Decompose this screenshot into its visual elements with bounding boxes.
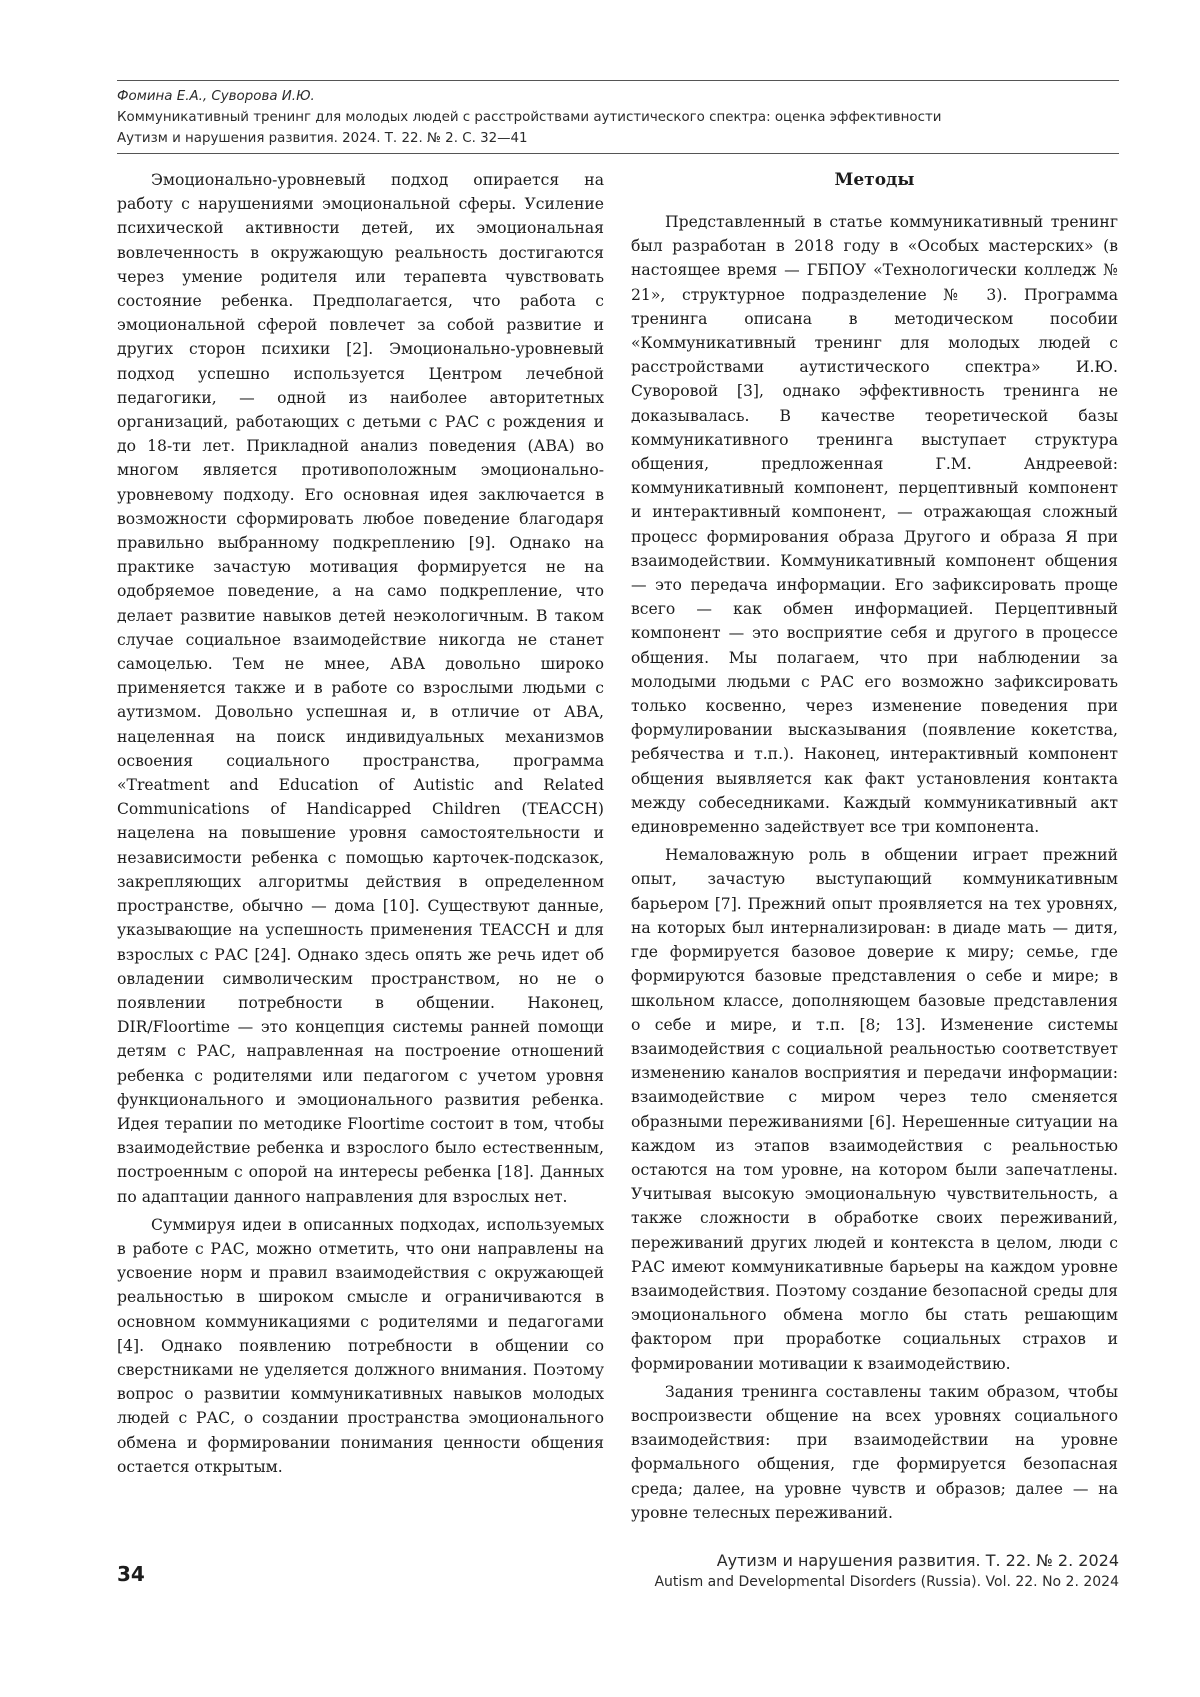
running-head xyxy=(117,86,1119,149)
header-article-title: Коммуникативный тренинг для молодых людей с расстройствами аутистического спектра: оценка эффективности xyxy=(117,110,942,125)
left-paragraph-1: Эмоционально-уровневый подход опирается на работу с нарушениями эмоциональной сферы. Усиление психической активности детей, их эмоциональная вовлеченность в окружающую реальность достигаются через умение родителя или терапевта чувствовать состояние ребенка. Предполагается, что работа с эмоциональной сферой повлечет за собой развитие и других сторон психики [2]. Эмоционально-уровневый подход успешно используется Центром лечебной педагогики, — одной из наиболее авторитетных организаций, работающих с детьми с РАС с рождения и до 18-ти лет. Прикладной анализ поведения (АВА) во многом является противоположным эмоционально-уровневому подходу. Его основная идея заключается в возможности сформировать любое поведение благодаря правильно выбранному подкреплению [9]. Однако на практике зачастую мотивация формируется не на одобряемое поведение, а на само подкрепление, что делает развитие навыков детей неэкологичным. В таком случае социальное взаимодействие никогда не станет самоцелью. Тем не мнее, АВА довольно широко применяется также и в работе со взрослыми людьми с аутизмом. Довольно успешная и, в отличие от АВА, нацеленная на поиск индивидуальных механизмов освоения социального пространства, программа «Treatment and Education of Autistic and Related Communications of Handicapped Children (TEACCH) нацелена на повышение уровня самостоятельности и независимости ребенка с помощью карточек-подсказок, закрепляющих алгоритмы действия в определенном пространстве, обычно — дома [10]. Существуют данные, указывающие на успешность применения TEACCH и для взрослых с РАС [24]. Однако здесь опять же речь идет об овладении символическим пространством, но не о появлении потребности в общении. Наконец, DIR/Floortime — это концепция системы ранней помощи детям с РАС, направленная на построение отношений ребенка с родителями или педагогом с учетом уровня функционального и эмоционального развития ребенка. Идея терапии по методике Floortime состоит в том, чтобы взаимодействие ребенка и взрослого было естественным, построенным с опорой на интересы ребенка [18]. Данных по адаптации данного направления для взрослых нет. xyxy=(117,171,604,1206)
left-paragraph-2: Суммируя идеи в описанных подходах, используемых в работе с РАС, можно отметить, что они направлены на усвоение норм и правил взаимодействия с окружающей реальностью в широком смысле и ограничиваются в основном коммуникациями с родителями и педагогами [4]. Однако появлению потребности в общении со сверстниками не уделяется должного внимания. Поэтому вопрос о развитии коммуникативных навыков молодых людей с РАС, о создании пространства эмоционального обмена и формировании понимания ценности общения остается открытым. xyxy=(117,1215,604,1476)
footer-journal xyxy=(654,1550,1119,1592)
section-heading-methods: Методы xyxy=(834,170,915,190)
header-citation: Аутизм и нарушения развития. 2024. Т. 22. № 2. С. 32—41 xyxy=(117,131,528,146)
right-column xyxy=(631,168,1118,1529)
footer-journal-en: Autism and Developmental Disorders (Russia). Vol. 22. No 2. 2024 xyxy=(654,1574,1119,1590)
right-paragraph-1: Представленный в статье коммуникативный тренинг был разработан в 2018 году в «Особых мастерских» (в настоящее время — ГБПОУ «Технологически колледж № 21», структурное подразделение № 3). Программа тренинга описана в методическом пособии «Коммуникативный тренинг для молодых людей с расстройствами аутистического спектра» И.Ю. Суворовой [3], однако эффективность тренинга не доказывалась. В качестве теоретической базы коммуникативного тренинга выступает структура общения, предложенная Г.М. Андреевой: коммуникативный компонент, перцептивный компонент и интерактивный компонент, — отражающая сложный процесс формирования образа Другого и образа Я при взаимодействии. Коммуникативный компонент общения — это передача информации. Его зафиксировать проще всего — как обмен информацией. Перцептивный компонент — это восприятие себя и другого в процессе общения. Мы полагаем, что при наблюдении за молодыми людьми с РАС его возможно зафиксировать только косвенно, через изменение поведения при формулировании высказывания (появление кокетства, ребячества и т.п.). Наконец, интерактивный компонент общения выявляется как факт установления контакта между собеседниками. Каждый коммуникативный акт единовременно задействует все три компонента. xyxy=(631,213,1118,837)
right-paragraph-3: Задания тренинга составлены таким образом, чтобы воспроизвести общение на всех уровнях социального взаимодействия: при взаимодействии на уровне формального общения, где формируется безопасная среда; далее, на уровне чувств и образов; далее — на уровне телесных переживаний. xyxy=(631,1382,1118,1522)
header-top-rule xyxy=(117,80,1119,81)
page-number: 34 xyxy=(117,1562,145,1586)
footer-journal-ru: Аутизм и нарушения развития. Т. 22. № 2. 2024 xyxy=(716,1551,1119,1570)
header-authors: Фомина Е.А., Суворова И.Ю. xyxy=(117,89,315,104)
left-column xyxy=(117,168,604,1483)
right-paragraph-2: Немаловажную роль в общении играет прежний опыт, зачастую выступающий коммуникативным барьером [7]. Прежний опыт проявляется на тех уровнях, на которых был интернализирован: в диаде мать — дитя, где формируется базовое доверие к миру; семье, где формируются базовые представления о себе и мире; в школьном классе, дополняющем базовые представления о себе и мире, и т.п. [8; 13]. Изменение системы взаимодействия с социальной реальностью соответствует изменению каналов восприятия и передачи информации: взаимодействие с миром через тело сменяется образными переживаниями [6]. Нерешенные ситуации на каждом из этапов взаимодействия с реальностью остаются на том уровне, на котором были запечатлены. Учитывая высокую эмоциональную чувствительность, а также сложности в обработке своих переживаний, переживаний других людей и контекста в целом, люди с РАС имеют коммуникативные барьеры на каждом уровне взаимодействия. Поэтому создание безопасной среды для эмоционального обмена могло бы стать решающим фактором при проработке социальных страхов и формировании мотивации к взаимодействию. xyxy=(631,846,1118,1373)
header-bottom-rule xyxy=(117,153,1119,154)
